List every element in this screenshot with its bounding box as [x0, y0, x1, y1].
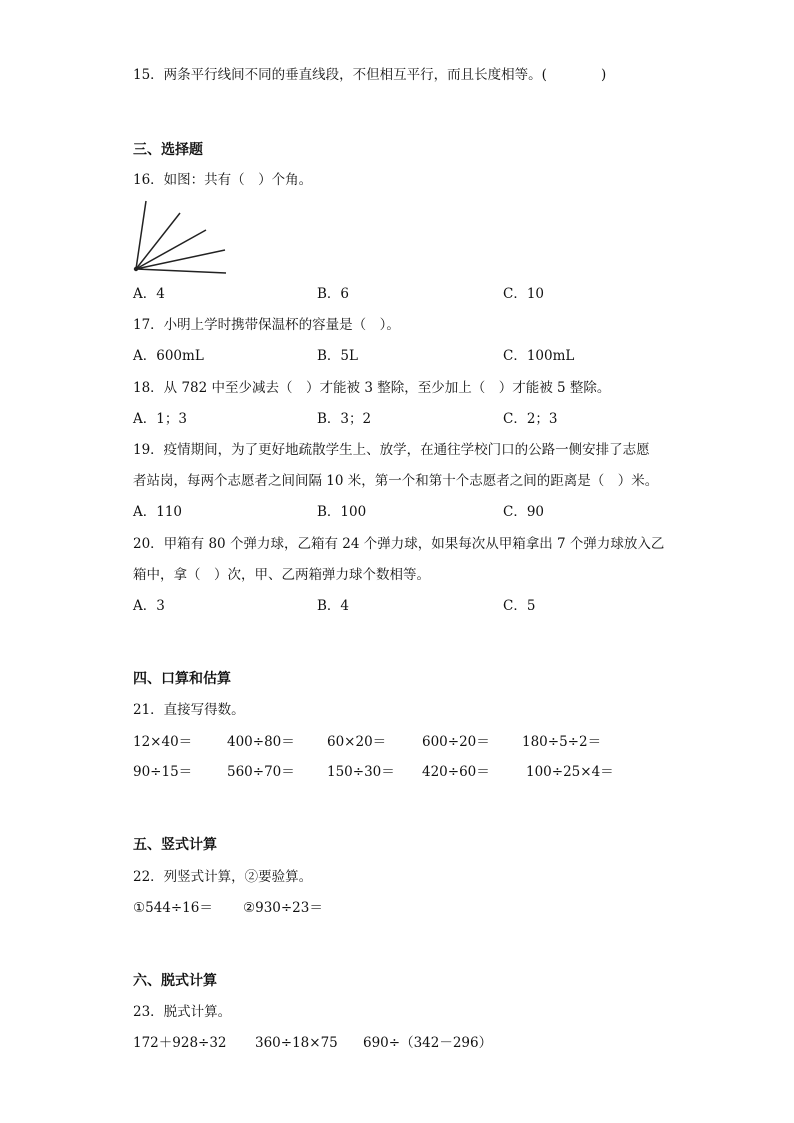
q18-option-b: B．3；2: [317, 411, 372, 427]
q17-option-a: A．600mL: [133, 348, 204, 364]
question-16: 16．如图：共有（ ）个角。: [133, 172, 313, 188]
oral-calc-item: 400÷80＝: [227, 734, 295, 750]
vertical-calc-item: ①544÷16＝: [133, 900, 213, 916]
question-19-line-2: 者站岗，每两个志愿者之间间隔 10 米，第一个和第十个志愿者之间的距离是（ ）米。: [133, 473, 659, 489]
oral-calc-item: 100÷25×4＝: [526, 764, 614, 780]
stepwise-calc-item: 360÷18×75: [255, 1035, 338, 1051]
q19-option-b: B．100: [317, 504, 367, 520]
question-20-line-2: 箱中，拿（ ）次，甲、乙两箱弹力球个数相等。: [133, 567, 430, 583]
stepwise-calc-item: 172＋928÷32: [133, 1035, 227, 1051]
q19-option-a: A．110: [133, 504, 183, 520]
q16-option-a: A．4: [133, 286, 165, 302]
ray-5: [136, 269, 226, 273]
oral-calc-item: 600÷20＝: [422, 734, 490, 750]
q20-option-a: A．3: [133, 598, 165, 614]
q18-option-c: C．2；3: [503, 411, 558, 427]
oral-calc-item: 180÷5÷2＝: [522, 734, 602, 750]
oral-calc-item: 60×20＝: [327, 734, 387, 750]
section-4-title: 四、口算和估算: [133, 671, 231, 687]
section-6-title: 六、脱式计算: [133, 973, 217, 989]
section-5-title: 五、竖式计算: [133, 837, 217, 853]
q16-option-c: C．10: [503, 286, 545, 302]
question-21: 21．直接写得数。: [133, 702, 245, 718]
vertical-calc-item: ②930÷23＝: [243, 900, 323, 916]
angle-figure: [128, 195, 238, 285]
q18-option-a: A．1；3: [133, 411, 187, 427]
oral-calc-item: 420÷60＝: [422, 764, 490, 780]
stepwise-calc-item: 690÷（342－296）: [363, 1035, 493, 1051]
question-19-line-1: 19．疫情期间，为了更好地疏散学生上、放学，在通往学校门口的公路一侧安排了志愿: [133, 442, 650, 458]
question-15: 15．两条平行线间不同的垂直线段，不但相互平行，而且长度相等。( ): [133, 67, 607, 83]
q16-option-b: B．6: [317, 286, 350, 302]
question-22: 22．列竖式计算，②要验算。: [133, 869, 313, 885]
question-17: 17．小明上学时携带保温杯的容量是（ ）。: [133, 317, 400, 333]
q17-option-b: B．5L: [317, 348, 358, 364]
oral-calc-item: 560÷70＝: [227, 764, 295, 780]
q19-option-c: C．90: [503, 504, 545, 520]
question-18: 18．从 782 中至少减去（ ）才能被 3 整除，至少加上（ ）才能被 5 整除。: [133, 380, 611, 396]
section-3-title: 三、选择题: [133, 142, 203, 158]
ray-3: [136, 230, 206, 269]
q20-option-b: B．4: [317, 598, 350, 614]
oral-calc-item: 12×40＝: [133, 734, 193, 750]
question-20-line-1: 20．甲箱有 80 个弹力球，乙箱有 24 个弹力球，如果每次从甲箱拿出 7 个弹力球放入乙: [133, 536, 665, 552]
question-23: 23．脱式计算。: [133, 1004, 232, 1020]
q20-option-c: C．5: [503, 598, 536, 614]
q17-option-c: C．100mL: [503, 348, 575, 364]
vertex-point: [134, 267, 138, 271]
oral-calc-item: 90÷15＝: [133, 764, 193, 780]
oral-calc-item: 150÷30＝: [327, 764, 395, 780]
